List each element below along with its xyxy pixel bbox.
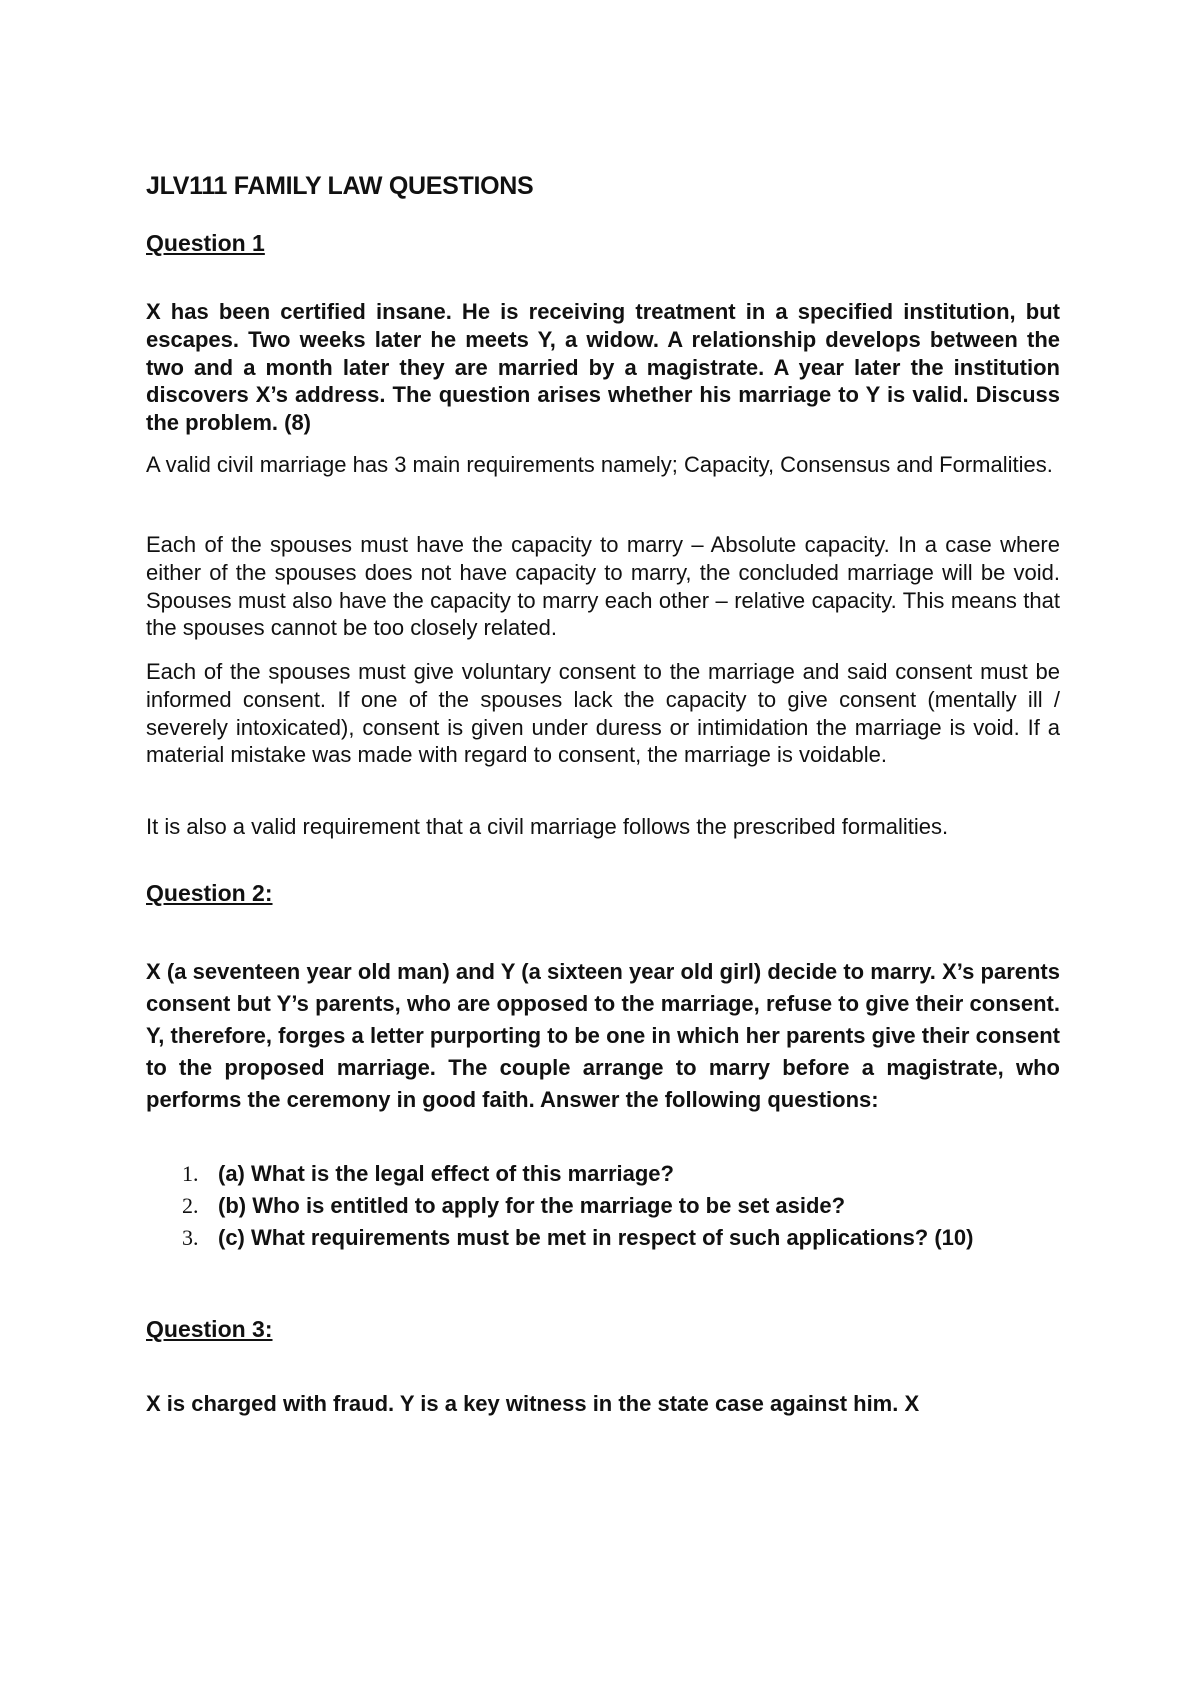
document-title: JLV111 FAMILY LAW QUESTIONS — [146, 172, 534, 200]
subquestion-item — [146, 1158, 1060, 1190]
answer-paragraph-4: It is also a valid requirement that a civil marriage follows the prescribed formalities. — [146, 814, 949, 839]
subquestion-text: (b) Who is entitled to apply for the marriage to be set aside? — [218, 1193, 846, 1218]
subquestion-text: (a) What is the legal effect of this marriage? — [218, 1161, 674, 1186]
subquestion-item — [146, 1190, 1060, 1222]
question-1-heading: Question 1 — [146, 230, 265, 256]
list-number: 2. — [182, 1193, 199, 1218]
question-3-prompt: X is charged with fraud. Y is a key witness in the state case against him. X — [146, 1391, 920, 1416]
list-number: 3. — [182, 1225, 199, 1250]
answer-paragraph-1: A valid civil marriage has 3 main requirements namely; Capacity, Consensus and Formalities. — [146, 452, 1053, 477]
list-number: 1. — [182, 1161, 199, 1186]
subquestion-text: (c) What requirements must be met in respect of such applications? (10) — [218, 1225, 974, 1250]
question-3-heading: Question 3: — [146, 1316, 273, 1342]
answer-paragraph-3: Each of the spouses must give voluntary consent to the marriage and said consent must be informed consent. If one of the spouses lack the capacity to give consent (mentally ill / severely intoxicated), consent is given under duress or intimidation the marriage is void. If a material mistake was made with regard to consent, the marriage is voidable. — [146, 659, 1060, 768]
question-2-prompt: X (a seventeen year old man) and Y (a sixteen year old girl) decide to marry. X’s parents consent but Y’s parents, who are opposed to the marriage, refuse to give their consent. Y, therefore, forges a letter purporting to be one in which her parents give their consent to the proposed marriage. The couple arrange to marry before a magistrate, who performs the ceremony in good faith. Answer the following questions: — [146, 959, 1060, 1112]
question-1-prompt: X has been certified insane. He is receiving treatment in a specified institution, but escapes. Two weeks later he meets Y, a widow. A relationship develops between the two and a month later they are married by a magistrate. A year later the institution discovers X’s address. The question arises whether his marriage to Y is valid. Discuss the problem. (8) — [146, 299, 1060, 436]
subquestion-item — [146, 1222, 1060, 1254]
question-2-heading: Question 2: — [146, 880, 273, 906]
answer-paragraph-2: Each of the spouses must have the capacity to marry – Absolute capacity. In a case where either of the spouses does not have capacity to marry, the concluded marriage will be void. Spouses must also have the capacity to marry each other – relative capacity. This means that the spouses cannot be too closely related. — [146, 532, 1060, 641]
question-2-subquestions — [146, 1158, 1060, 1254]
